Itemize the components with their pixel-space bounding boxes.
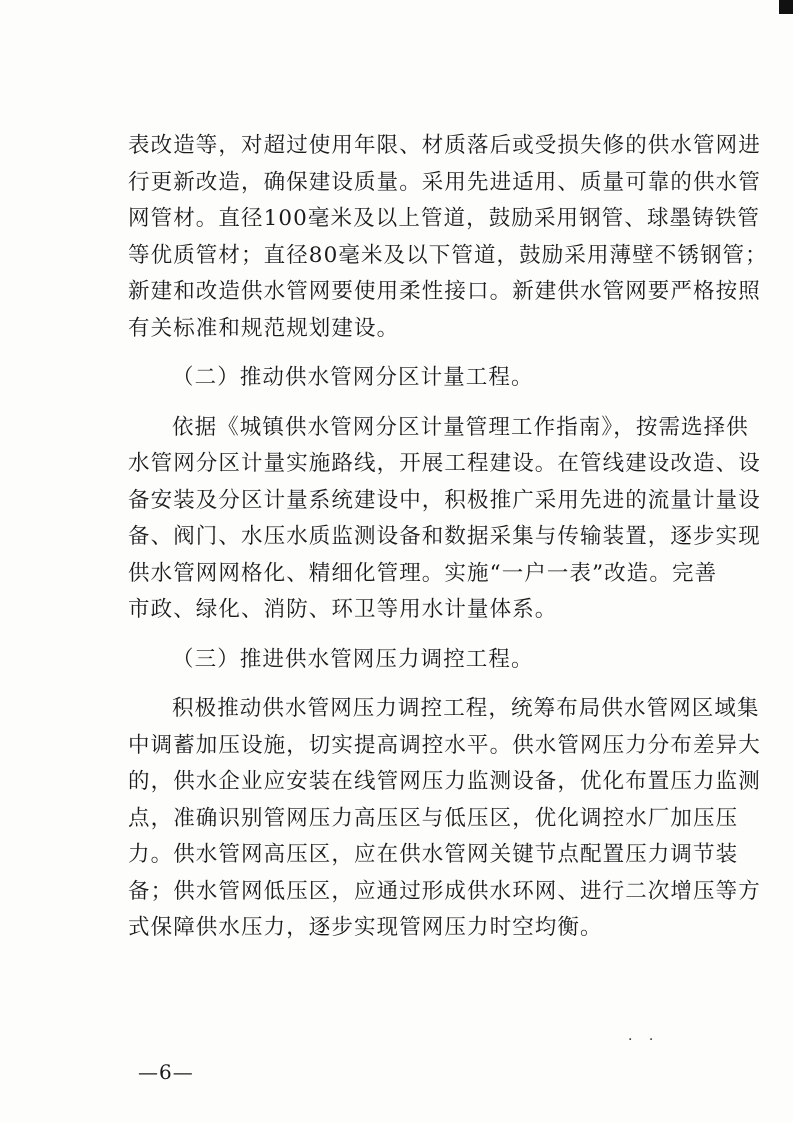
paragraph-line: 有关标准和规范规划建设。	[128, 315, 400, 341]
paragraph-line: 依据《城镇供水管网分区计量管理工作指南》，按需选择供	[172, 414, 749, 440]
paragraph-line: 水管网分区计量实施路线，开展工程建设。在管线建设改造、设	[128, 451, 761, 476]
paragraph-line: 力。供水管网高压区，应在供水管网关键节点配置压力调节装	[128, 842, 739, 867]
paragraph-line: 等优质管材；直径80毫米及以下管道，鼓励采用薄壁不锈钢管；	[128, 242, 768, 268]
page-number: —6—	[138, 1060, 194, 1084]
paragraph-line: 新建和改造供水管网要使用柔性接口。新建供水管网要严格按照	[128, 279, 761, 304]
scan-corner-mark	[779, 0, 793, 14]
paragraph-line: 供水管网网格化、精细化管理。实施“一户一表”改造。完善	[128, 560, 718, 586]
paragraph-line: 市政、绿化、消防、环卫等用水计量体系。	[128, 597, 558, 622]
paragraph-line: 积极推动供水管网压力调控工程，统筹布局供水管网区域集	[172, 696, 760, 721]
paragraph-line: 备、阀门、水压水质监测设备和数据采集与传输装置，逐步实现	[128, 524, 761, 549]
paragraph-line: 行更新改造，确保建设质量。采用先进适用、质量可靠的供水管	[128, 169, 761, 195]
paragraph-line: 备；供水管网低压区，应通过形成供水环网、进行二次增压等方	[128, 878, 761, 904]
paragraph-line: 备安装及分区计量系统建设中，积极推广采用先进的流量计量设	[128, 487, 761, 513]
paragraph-line: 中调蓄加压设施，切实提高调控水平。供水管网压力分布差异大	[128, 732, 761, 758]
section-heading: （三）推进供水管网压力调控工程。	[172, 646, 534, 672]
paragraph-line: 网管材。直径100毫米及以上管道，鼓励采用钢管、球墨铸铁管	[128, 206, 760, 231]
scan-specks: · ·	[628, 1032, 660, 1048]
section-heading: （二）推动供水管网分区计量工程。	[172, 365, 534, 390]
paragraph-line: 的，供水企业应安装在线管网压力监测设备，优化布置压力监测	[128, 769, 761, 794]
paragraph-line: 表改造等，对超过使用年限、材质落后或受损失修的供水管网进	[128, 133, 761, 158]
document-body	[128, 128, 768, 947]
paragraph-line: 点，准确识别管网压力高压区与低压区，优化调控水厂加压压	[128, 805, 739, 831]
paragraph-line: 式保障供水压力，逐步实现管网压力时空均衡。	[128, 915, 603, 940]
